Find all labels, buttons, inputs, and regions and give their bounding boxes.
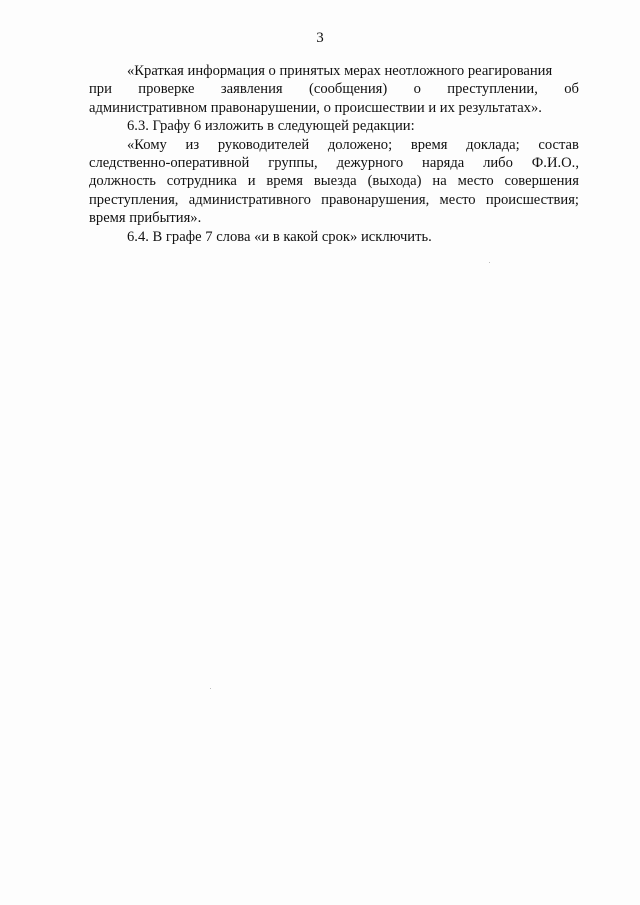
word: при [89, 81, 112, 98]
word: время [266, 173, 304, 190]
word: на [432, 173, 447, 190]
word: доклада; [466, 136, 520, 153]
word: и [247, 173, 256, 190]
paragraph-column-6-text [89, 136, 579, 228]
text-line: «Краткая информация о принятых мерах неотложного реагирования [127, 63, 553, 79]
paragraph-6-3 [89, 117, 579, 135]
word: совершения [504, 173, 579, 190]
text-line [89, 191, 579, 209]
paragraph-report-info [89, 62, 579, 117]
word: следственно-оперативной [89, 154, 250, 171]
word: проверке [138, 81, 195, 98]
word: должность [89, 173, 156, 190]
word: из [185, 136, 200, 153]
text-line: административном правонарушении, о происшествии и их результатах». [89, 99, 542, 116]
word: (выхода) [367, 173, 422, 190]
text-line: 6.4. В графе 7 слова «и в какой срок» исключить. [127, 228, 432, 245]
word: правонарушения, [321, 191, 430, 208]
word: либо [483, 154, 513, 171]
word: дежурного [336, 154, 404, 171]
document-body [89, 62, 579, 246]
word: выезда [313, 173, 357, 190]
text-line [89, 136, 579, 154]
scan-speck [489, 262, 490, 263]
page-number: 3 [316, 30, 324, 46]
word: состав [538, 136, 579, 153]
word: преступления, [89, 191, 179, 208]
word: происшествия; [485, 191, 579, 208]
paragraph-6-4 [89, 228, 579, 246]
text-line [89, 172, 579, 190]
word: наряда [422, 154, 465, 171]
text-line: время прибытия». [89, 210, 202, 227]
word: руководителей [217, 136, 310, 153]
word: сотрудника [166, 173, 237, 190]
word: место [439, 191, 476, 208]
text-line [89, 80, 579, 98]
word: преступлении, [447, 81, 538, 98]
word: доложено; [327, 136, 393, 153]
word: Ф.И.О., [531, 154, 579, 171]
word: (сообщения) [308, 81, 388, 98]
text-line [89, 154, 579, 172]
word: место [457, 173, 494, 190]
word: о [413, 81, 421, 98]
text-line: 6.3. Графу 6 изложить в следующей редакции: [127, 118, 415, 135]
word: заявления [220, 81, 283, 98]
word: «Кому [127, 136, 167, 153]
word: группы, [268, 154, 318, 171]
word: административного [188, 191, 311, 208]
word: время [410, 136, 448, 153]
word: об [564, 81, 579, 98]
scan-speck [210, 688, 211, 689]
